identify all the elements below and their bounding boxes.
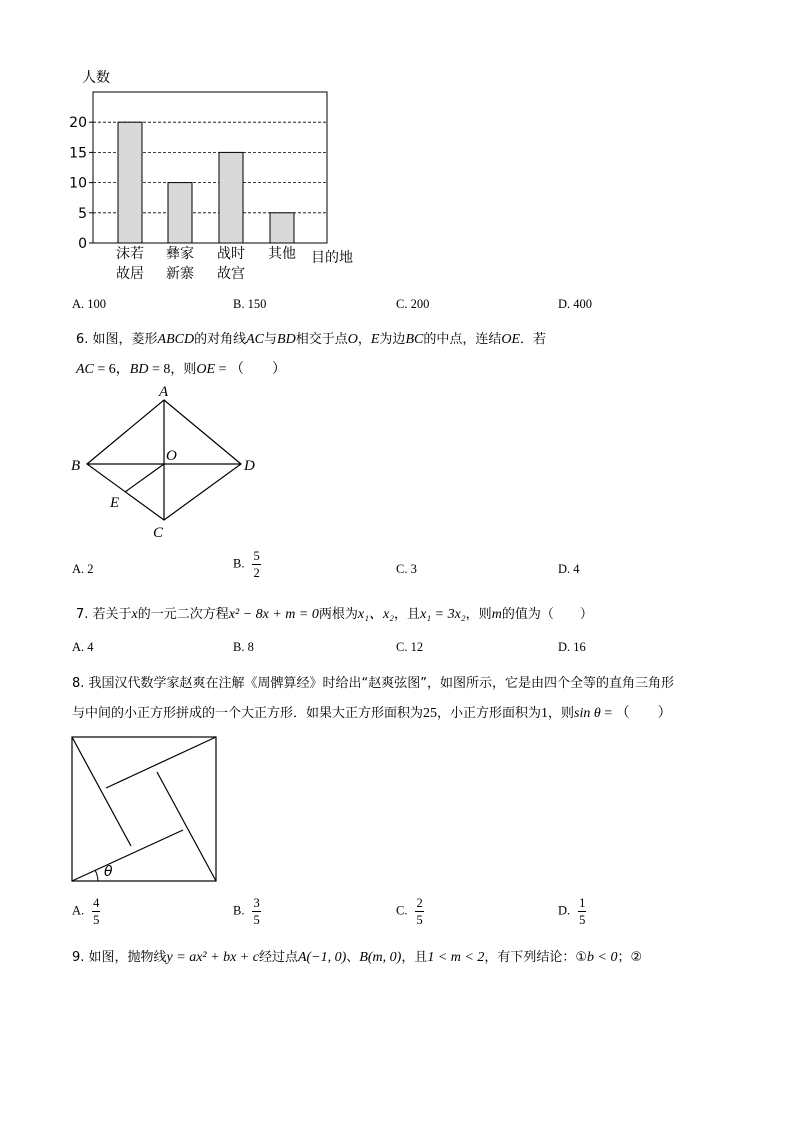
- q8-option-a-prefix: A.: [72, 903, 85, 918]
- q6-option-c[interactable]: C. 3: [396, 562, 417, 576]
- segment-oe: [125, 464, 164, 492]
- chart-category-label: 战时: [217, 246, 245, 262]
- outer-square: [72, 737, 216, 881]
- chart-xlabel: 目的地: [311, 250, 353, 266]
- q5-option-a[interactable]: A. 100: [72, 297, 107, 311]
- q6-text: 相交于点: [295, 332, 348, 347]
- q8-option-c-fraction: [415, 895, 423, 928]
- q7-var: m: [491, 607, 502, 622]
- label-c: C: [153, 525, 164, 541]
- q6-text: = 8: [148, 362, 171, 377]
- theta-arc: [95, 870, 98, 881]
- triangle-edge: [72, 830, 183, 881]
- fraction-numerator: 2: [416, 896, 423, 910]
- chart-category-label: 故宫: [217, 266, 245, 282]
- q8-option-d-fraction: [578, 895, 586, 928]
- q8-text: ，则: [548, 706, 575, 721]
- q9-point-a: A(−1, 0): [297, 950, 347, 965]
- q8-option-d[interactable]: [558, 895, 586, 928]
- chart-ytick-label: 10: [69, 175, 87, 192]
- q7-text: 7. 若关于: [76, 607, 132, 622]
- q9-text: ，且: [401, 950, 428, 965]
- q7-condition: x₁ = 3x₂: [420, 607, 466, 622]
- q8-option-d-prefix: D.: [558, 903, 571, 918]
- q7-option-b[interactable]: B. 8: [233, 640, 254, 654]
- q7-var: x: [131, 607, 138, 622]
- q8-stem-line2: [72, 702, 672, 722]
- q6-text: 为边: [379, 332, 406, 347]
- q9-equation: y = ax² + bx + c: [166, 950, 259, 965]
- q6-option-d[interactable]: D. 4: [558, 562, 580, 576]
- q6-text: = （ ）: [215, 362, 286, 377]
- label-a: A: [159, 385, 169, 400]
- chart-bar: [168, 183, 192, 243]
- q8-option-b[interactable]: [233, 895, 261, 928]
- fraction-denominator: 5: [579, 913, 586, 927]
- q6-option-b-fraction: [252, 548, 260, 581]
- chart-bar: [270, 213, 294, 243]
- q6-var: BD: [129, 362, 149, 377]
- q7-roots: x₁、x₂: [357, 607, 395, 622]
- q6-stem-line1: [76, 328, 546, 348]
- fraction-denominator: 5: [253, 913, 260, 927]
- chart-ytick-label: 20: [69, 115, 87, 132]
- q7-equation: x² − 8x + m = 0: [228, 607, 319, 622]
- q8-number: 1: [541, 706, 549, 721]
- q7-text: 两根为: [318, 607, 358, 622]
- q5-option-c[interactable]: C. 200: [396, 297, 430, 311]
- chart-ytick-label: 5: [78, 205, 87, 222]
- q6-text: 6. 如图，菱形: [76, 332, 158, 347]
- q6-var: O: [347, 332, 358, 347]
- q6-text: ．若: [520, 332, 547, 347]
- q8-text: 与中间的小正方形拼成的一个大正方形．如果大正方形面积为: [72, 706, 424, 721]
- label-b: B: [71, 458, 81, 474]
- q6-var: BD: [277, 332, 296, 347]
- rhombus-figure: [60, 385, 260, 545]
- fraction-numerator: 3: [253, 896, 260, 910]
- zhao-shuang-diagram: [70, 735, 230, 895]
- q8-stem-line1: 8. 我国汉代数学家赵爽在注解《周髀算经》时给出“赵爽弦图”，如图所示，它是由四个全等的直角三角形: [72, 676, 675, 691]
- q9-text: 经过点: [258, 950, 298, 965]
- fraction-denominator: 5: [93, 913, 100, 927]
- q6-text: ，: [357, 332, 371, 347]
- chart-category-label: 彝家: [166, 246, 194, 262]
- chart-category-label: 新寨: [166, 266, 194, 282]
- q8-option-c[interactable]: [396, 895, 424, 928]
- q6-option-b-prefix: B.: [233, 556, 245, 571]
- q9-text: ；②: [617, 950, 643, 965]
- q6-var: BC: [405, 332, 424, 347]
- chart-ytick-label: 15: [69, 145, 87, 162]
- triangle-edge: [157, 772, 216, 881]
- q6-text: ，则: [170, 362, 197, 377]
- q7-text: ，则: [465, 607, 492, 622]
- fraction-denominator: 5: [416, 913, 423, 927]
- chart-category-label: 沫若: [116, 246, 144, 262]
- q8-option-c-prefix: C.: [396, 903, 408, 918]
- label-e: E: [110, 495, 120, 511]
- q8-option-a[interactable]: [72, 895, 100, 928]
- q6-text: 的中点，连结: [423, 332, 502, 347]
- q9-text: 、: [346, 950, 360, 965]
- q6-text: 的对角线: [194, 332, 247, 347]
- q7-option-d[interactable]: D. 16: [558, 640, 586, 654]
- chart-category-label: 故居: [116, 266, 144, 282]
- q6-text: 与: [264, 332, 278, 347]
- q6-option-b[interactable]: [233, 548, 261, 581]
- q5-option-b[interactable]: B. 150: [233, 297, 267, 311]
- q8-text: = （ ）: [600, 706, 672, 721]
- label-o: O: [166, 448, 177, 464]
- q7-text: ，且: [394, 607, 421, 622]
- chart-ylabel: 人数: [82, 70, 110, 86]
- chart-bar: [219, 152, 243, 243]
- q8-text: ，小正方形面积为: [437, 706, 542, 721]
- q7-option-a[interactable]: A. 4: [72, 640, 94, 654]
- q7-text: 的一元二次方程: [137, 607, 229, 622]
- q5-option-d[interactable]: D. 400: [558, 297, 593, 311]
- q6-stem-line2: [76, 358, 286, 378]
- fraction-numerator: 5: [253, 549, 260, 563]
- q8-sin-theta: sin θ: [574, 706, 601, 721]
- chart-bar: [118, 122, 142, 243]
- q7-text: 的值为（ ）: [501, 607, 593, 622]
- q8-option-a-fraction: [92, 895, 100, 928]
- q6-var: AC: [246, 332, 265, 347]
- chart-category-label: 其他: [268, 246, 296, 262]
- q9-condition: 1 < m < 2: [427, 950, 485, 965]
- q9-stem: [72, 946, 642, 966]
- q9-text: 9. 如图，抛物线: [72, 950, 167, 965]
- q8-number: 25: [423, 706, 438, 721]
- q6-var: ABCD: [157, 332, 195, 347]
- q9-conclusion-1: b < 0: [587, 950, 618, 965]
- q6-text: = 6，: [93, 362, 130, 377]
- q9-text: ，有下列结论：①: [484, 950, 587, 965]
- q8-option-b-prefix: B.: [233, 903, 245, 918]
- q7-stem: [76, 603, 593, 623]
- q8-option-b-fraction: [252, 895, 260, 928]
- q6-var: OE: [196, 362, 216, 377]
- q6-var: E: [370, 332, 380, 347]
- triangle-edge: [72, 737, 131, 846]
- q6-var: AC: [76, 362, 94, 377]
- q7-option-c[interactable]: C. 12: [396, 640, 424, 654]
- q6-option-a[interactable]: A. 2: [72, 562, 94, 576]
- label-d: D: [244, 458, 255, 474]
- fraction-denominator: 2: [253, 566, 260, 580]
- theta-label: θ: [104, 864, 113, 880]
- fraction-numerator: 1: [579, 896, 586, 910]
- fraction-numerator: 4: [93, 896, 100, 910]
- chart-ytick-label: 0: [78, 236, 87, 252]
- q9-point-b: B(m, 0): [359, 950, 402, 965]
- q6-var: OE: [501, 332, 521, 347]
